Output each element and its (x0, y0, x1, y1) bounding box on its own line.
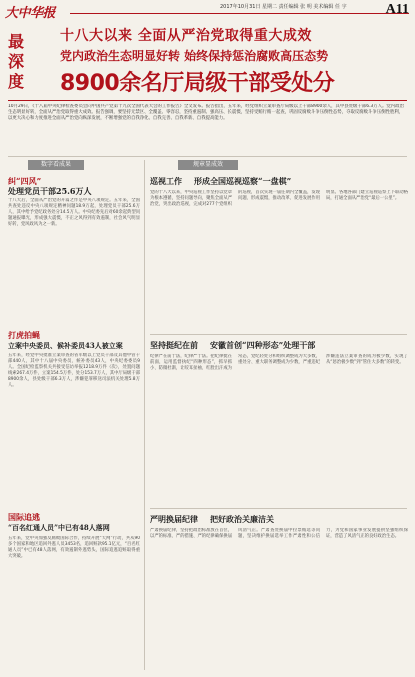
left-s1-title: 纠“四风” (8, 176, 42, 186)
tab-rules: 规章显成效 (178, 160, 238, 170)
right-p3-subtitle: 把好政治关廉洁关 (210, 514, 274, 524)
right-p1-body: 党的十八大以来，中央巡视工作坚持以党章为根本遵循，坚持问题导向，聚焦全面从严治党，突出政治巡视，完成对277个党组织的巡视，首次实现一届任期内全覆盖，发现问题、形成震慑，推动改革、促进发展作用明显。各地各部门建立巡视巡察上下联动格局，打通全面从严治党“最后一公里”。 (150, 190, 408, 207)
left-s1-body: 十八大后，全面从严治党的开篇之作是中央八项规定。五年来，全国共查处违反中央八项规定精神问题18.9万起，处理党员干部25.6万人，其中给予党纪政务处分14.5万人。中央纪委先后对60余起典型问题通报曝光，形成强大震慑，不正之风得到有效遏制，社会风气明显好转，党风政风为之一新。 (8, 198, 140, 227)
left-s3-subtitle: “百名红通人员”中已有48人落网 (8, 523, 110, 532)
left-s3-body: 五年来，党中央加强反腐败国际合作，持续开展“天网”行动，共从90多个国家和地区追回外逃人员3453名，追回赃款95.1亿元，“百名红通人员”中已有48人落网，有效遏制外逃势头，国际追逃追赃取得重大突破。 (8, 536, 140, 559)
headline-main: 8900余名厅局级干部受处分 (60, 71, 335, 96)
left-s1-subtitle: 处理党员干部25.6万人 (8, 186, 92, 196)
left-s2-title: 打虎拍蝇 (8, 330, 40, 340)
right-divider-2 (150, 508, 407, 509)
right-p3-title: 严明换届纪律 (150, 514, 198, 524)
right-p2-body: 纪律严在前于法，纪律严于法。把纪律挺在前面，运用监督执纪“四种形态”，抓早抓小、防微杜渐，让咬耳扯袖、红脸出汗成为常态，党纪轻处分和组织调整成为大多数，重处分、重大职务调整成为少数，严重违纪涉嫌违法立案审查的成为极少数，实现了从“惩治极少数”到“管住大多数”的转变。 (150, 354, 408, 371)
masthead-name: 大中华报 (5, 6, 56, 21)
headline-line-1: 十八大以来 全面从严治党取得重大成效 (60, 28, 312, 44)
right-divider-1 (150, 334, 407, 335)
headline-divider (8, 100, 407, 101)
tab-numbers: 数字看成果 (28, 160, 84, 170)
right-p1-subtitle: 形成全国巡视巡察“一盘棋” (194, 176, 292, 186)
headline-line-2: 党内政治生态明显好转 始终保持惩治腐败高压态势 (60, 49, 329, 63)
header-rule (70, 13, 409, 14)
issue-meta: 2017年10月31日 星期二 责任编辑 张 明 美术编辑 任 宇 (220, 4, 347, 10)
left-s2-subtitle: 立案中央委员、候补委员43人被立案 (8, 341, 123, 350)
column-divider (144, 160, 145, 670)
left-s3-title: 国际追逃 (8, 512, 40, 522)
lead-paragraph: 10月29日，《十八届中央纪律检查委员会向中国共产党第十九次全国代表大会的工作报告》全文发布。报告指出，五年来，经党组织立案审查厅局级以上干部8900余人，其中县处级干部6.3万人。党内政治生态明显好转，全面从严治党取得重大成效。报告强调，要坚持无禁区、全覆盖、零容忍，坚持重遏制、强高压、长震慑，坚持受贿行贿一起查，巩固反腐败斗争压倒性态势，夺取反腐败斗争压倒性胜利，以更大决心和力度推进全面从严治党向纵深发展，不断增强党的自我净化、自我完善、自我革新、自我提高能力。 (8, 104, 404, 122)
right-p2-title: 坚持挺纪在前 (150, 340, 198, 350)
masthead-logo (5, 2, 71, 26)
left-s2-body: 五年来，经党中央批准立案审查的省军级以上党员干部及其他中管干部440人，其中十八届中央委员、候补委员43人，中央纪委委员9人。全国纪检监察机关共接受信访举报1218.9万件（次），处置问题线索267.4万件，立案154.5万件，处分153.7万人，其中厅局级干部8900余人，县处级干部6.3万人，涉嫌犯罪移送司法机关处理5.8万人。 (8, 353, 140, 388)
section-rubric: 最深度 (8, 32, 25, 91)
page-number: A11 (385, 2, 409, 17)
right-p3-body: 严肃换届纪律，坚持把政治标准放在首位，以严的标准、严的措施、严的纪律确保换届风清气正。严肃查处换届中拉票贿选等问题，坚决维护换届选举工作严肃性和公信力，为党和国家事业发展提供坚强组织保证，营造了风清气正的良好政治生态。 (150, 528, 408, 539)
right-p2-subtitle: 安徽首创“四种形态”处理干部 (210, 340, 316, 350)
right-p1-title: 巡视工作 (150, 176, 182, 186)
lead-divider (8, 156, 407, 157)
